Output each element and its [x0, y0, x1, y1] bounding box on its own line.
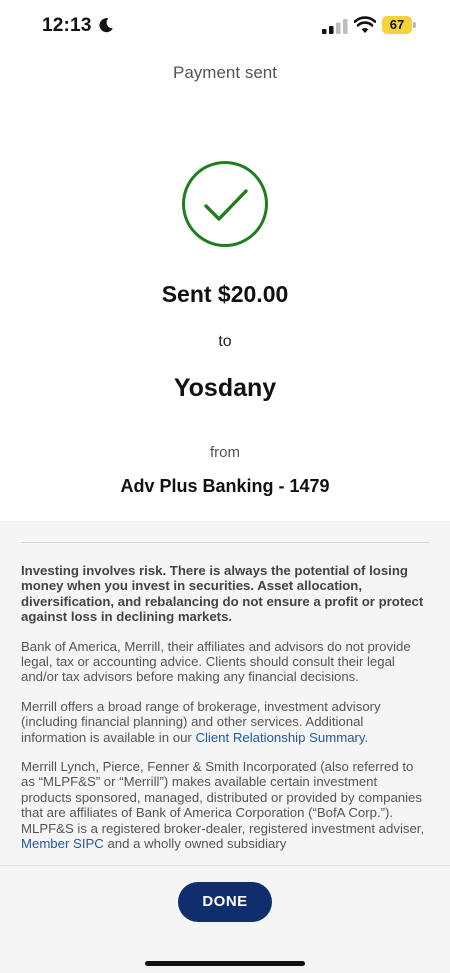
member-sipc-link[interactable]: Member SIPC — [21, 836, 104, 852]
merrill-disclosure: Merrill Lynch, Pierce, Fenner & Smith Incorporated (also referred to as “MLPF&S” or “Merrill”) makes available certain investment products sponsored, managed, distributed or provided by companies that are affiliates of Bank of America Corporation (“BofA Corp.”). MLPF&S is a registered broker-dealer, registered investment adviser, Member SIPC and a wholly owned subsidiary — [21, 759, 425, 852]
disclosure-panel[interactable] — [0, 521, 450, 865]
home-indicator[interactable] — [145, 961, 305, 966]
battery-charging-icon — [382, 16, 416, 34]
client-relationship-summary-link[interactable]: Client Relationship Summary — [195, 729, 365, 745]
status-bar — [0, 0, 450, 52]
status-time: 12:13 — [42, 15, 92, 36]
cellular-signal-icon — [322, 19, 348, 34]
advice-disclosure: Bank of America, Merrill, their affiliates and advisors do not provide legal, tax or accounting advice. Clients should consult their legal and/or tax advisors before making any financial decisions. — [21, 638, 411, 685]
to-label: to — [218, 333, 232, 350]
battery-level: 67 — [389, 17, 405, 32]
page-title: Payment sent — [173, 63, 277, 82]
disclosure-text — [21, 563, 429, 865]
services-disclosure: Merrill offers a broad range of brokerage, investment advisory (including financial planning) and other services. Additional information is available in our Client Relationship Summary. — [21, 698, 381, 745]
recipient-name: Yosdany — [173, 374, 277, 402]
from-label: from — [210, 444, 240, 461]
source-account: Adv Plus Banking - 1479 — [120, 476, 330, 496]
footer — [0, 865, 450, 973]
wifi-icon — [354, 16, 376, 34]
sent-amount: Sent $20.00 — [161, 281, 289, 307]
divider — [21, 542, 429, 543]
checkmark-circle-icon — [181, 160, 269, 248]
done-button[interactable]: DONE — [178, 882, 272, 922]
moon-icon — [98, 17, 114, 33]
risk-disclosure: Investing involves risk. There is always the potential of losing money when you invest in securities. Asset allocation, diversification, and rebalancing do not ensure a profit or protect against loss in declining markets. — [21, 563, 424, 625]
